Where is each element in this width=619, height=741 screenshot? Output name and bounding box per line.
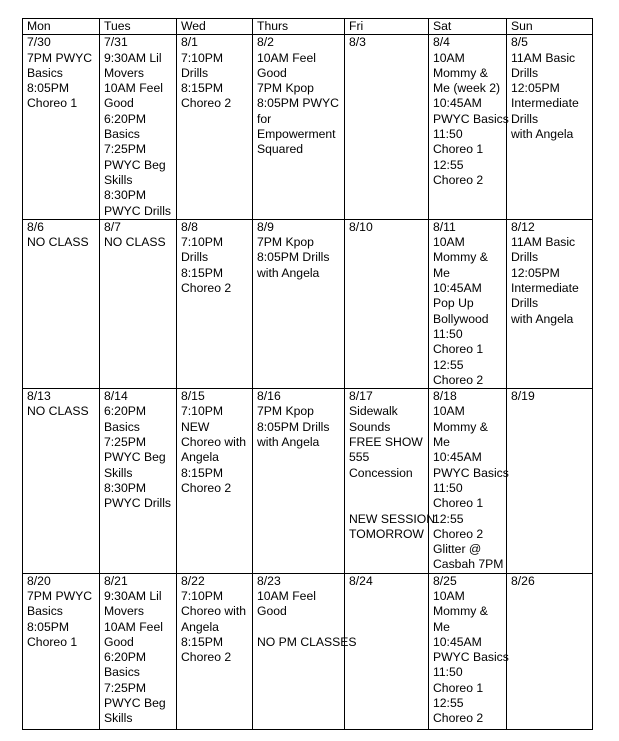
day-cell [177, 389, 253, 574]
class-entry-line: Drills [181, 250, 209, 265]
class-entry-line: Angela [181, 450, 219, 465]
day-cell [253, 35, 345, 220]
header-fri: Fri [345, 19, 429, 35]
class-entry-line: 10AM Feel [104, 81, 163, 96]
week-row [23, 573, 593, 729]
class-entry-line: 8:15PM [181, 634, 224, 649]
day-cell [253, 219, 345, 388]
class-entry-line: Me [433, 265, 450, 280]
day-cell [429, 389, 507, 574]
class-entry-line: 7PM PWYC [27, 588, 93, 603]
date-label: 8/24 [349, 573, 373, 588]
day-cell [253, 573, 357, 729]
class-entry-line: 12:55 [433, 157, 464, 172]
class-entry-line: Movers [104, 604, 144, 619]
day-cell [177, 35, 253, 220]
class-entry-line: 10AM [433, 50, 465, 65]
header-sun: Sun [507, 19, 593, 35]
class-entry-line: Mommy & [433, 604, 488, 619]
class-entry-line: 6:20PM [104, 650, 147, 665]
class-entry-line: 6:20PM [104, 111, 147, 126]
class-entry-line: 10AM [433, 235, 465, 250]
class-entry-line: Choreo 2 [181, 480, 232, 495]
day-cell [23, 35, 100, 220]
class-entry-line: Sidewalk [349, 404, 398, 419]
date-label: 8/3 [349, 35, 366, 50]
day-cell [345, 219, 429, 388]
day-cell [253, 389, 345, 574]
class-entry-line: Bollywood [433, 311, 489, 326]
class-entry-line: Choreo 1 [433, 680, 484, 695]
date-label: 8/23 [257, 573, 281, 588]
class-entry-line: Choreo 2 [433, 711, 484, 726]
class-entry-line: NO PM CLASSES [257, 634, 357, 649]
header-mon: Mon [23, 19, 100, 35]
class-entry-line: 12:55 [433, 357, 464, 372]
date-label: 8/12 [511, 219, 535, 234]
week-row [23, 389, 593, 574]
class-entry-line: 8:15PM [181, 81, 224, 96]
header-wed: Wed [177, 19, 253, 35]
class-entry-line: Intermediate [511, 96, 579, 111]
class-entry-line: for [257, 111, 272, 126]
day-cell [23, 219, 100, 388]
class-entry-line: 12:55 [433, 511, 464, 526]
class-entry-line: Choreo with [181, 604, 247, 619]
class-entry-line: 7PM Kpop [257, 235, 314, 250]
class-entry-line: 10:45AM [433, 281, 482, 296]
class-entry-line: 7:25PM [104, 435, 147, 450]
class-entry-line: Angela [181, 619, 219, 634]
class-entry-line: 7:10PM [181, 588, 224, 603]
class-entry-line: Drills [511, 296, 539, 311]
class-entry-line: 10:45AM [433, 96, 482, 111]
week-row [23, 219, 593, 388]
date-label: 8/6 [27, 219, 44, 234]
class-entry-line: PWYC Basics [433, 465, 509, 480]
day-cell [429, 219, 507, 388]
date-label: 8/11 [433, 219, 456, 234]
class-entry-line: Empowerment [257, 127, 336, 142]
class-entry-line: PWYC Drills [104, 496, 172, 511]
day-cell [345, 389, 436, 574]
class-entry-line: Choreo 1 [433, 342, 484, 357]
date-label: 8/9 [257, 219, 274, 234]
class-entry-line: 11:50 [433, 665, 463, 680]
class-entry-line: Drills [511, 250, 539, 265]
class-entry-line: 8:05PM PWYC [257, 96, 339, 111]
date-label: 8/17 [349, 389, 373, 404]
day-cell [23, 573, 100, 729]
date-label: 8/13 [27, 389, 51, 404]
class-entry-line: 11:50 [433, 127, 463, 142]
class-entry-line: Skills [104, 172, 133, 187]
class-entry-line: 8:30PM [104, 188, 147, 203]
day-cell [345, 573, 429, 729]
class-entry-line: 11:50 [433, 326, 463, 341]
class-entry-line: PWYC Basics [433, 111, 509, 126]
date-label: 8/22 [181, 573, 205, 588]
class-entry-line: 7:10PM [181, 50, 224, 65]
class-entry-line: 11:50 [433, 480, 463, 495]
class-entry-line: Drills [511, 111, 539, 126]
class-entry-line: 12:05PM [511, 81, 560, 96]
class-entry-line: 7PM Kpop [257, 404, 314, 419]
class-entry-line: Good [257, 604, 287, 619]
class-entry-line: Choreo 2 [433, 526, 484, 541]
class-entry-line: NO CLASS [27, 404, 89, 419]
class-entry-line: NEW [181, 419, 210, 434]
date-label: 8/18 [433, 389, 457, 404]
header-thurs: Thurs [253, 19, 345, 35]
class-entry-line: Mommy & [433, 419, 488, 434]
class-entry-line: 7PM PWYC [27, 50, 93, 65]
class-entry-line: Choreo 1 [27, 96, 78, 111]
date-label: 8/20 [27, 573, 51, 588]
class-entry-line: Choreo 2 [433, 172, 484, 187]
class-entry-line: Sounds [349, 419, 391, 434]
class-entry-line: Skills [104, 711, 133, 726]
class-entry-line: 8:05PM [27, 619, 70, 634]
class-entry-line [349, 496, 424, 511]
day-cell [507, 219, 593, 388]
class-entry-line: 12:55 [433, 696, 464, 711]
class-entry-line: PWYC Drills [104, 203, 172, 218]
class-entry-line: Mommy & [433, 65, 488, 80]
class-entry-line: 10AM [433, 588, 465, 603]
class-entry-line: with Angela [511, 127, 574, 142]
day-cell [100, 389, 177, 574]
day-cell [507, 573, 593, 729]
class-entry-line: Basics [104, 665, 140, 680]
class-entry-line: with Angela [257, 265, 320, 280]
date-label: 7/31 [104, 35, 128, 50]
date-label: 8/15 [181, 389, 205, 404]
class-entry-line: 7:10PM [181, 235, 224, 250]
date-label: 8/4 [433, 35, 450, 50]
date-label: 7/30 [27, 35, 51, 50]
class-entry-line: Glitter @ [433, 542, 482, 557]
class-entry-line: Intermediate [511, 281, 579, 296]
class-entry-line: 555 [349, 450, 370, 465]
class-entry-line: 12:05PM [511, 265, 560, 280]
date-label: 8/10 [349, 219, 373, 234]
class-entry-line: PWYC Beg [104, 696, 166, 711]
day-cell [507, 35, 593, 220]
class-entry-line: Good [104, 634, 134, 649]
date-label: 8/5 [511, 35, 528, 50]
class-entry-line: 7:25PM [104, 680, 147, 695]
class-entry-line: PWYC Beg [104, 157, 166, 172]
class-entry-line: 10AM Feel [257, 588, 316, 603]
class-entry-line: 11AM Basic [511, 235, 576, 250]
class-entry-line: Me [433, 435, 450, 450]
class-entry-line: with Angela [257, 435, 320, 450]
class-entry-line: Drills [181, 65, 209, 80]
date-label: 8/8 [181, 219, 198, 234]
class-entry-line: 7PM Kpop [257, 81, 314, 96]
day-cell [177, 573, 253, 729]
header-row [23, 19, 593, 35]
class-entry-line: 8:05PM [27, 81, 70, 96]
class-entry-line: 8:30PM [104, 480, 147, 495]
class-entry-line: Drills [511, 65, 539, 80]
class-entry-line: PWYC Basics [433, 650, 509, 665]
class-entry-line: Basics [27, 604, 63, 619]
class-entry-line: Basics [104, 419, 140, 434]
class-entry-line: 8:05PM Drills [257, 250, 330, 265]
class-entry-line: Basics [27, 65, 63, 80]
class-entry-line: Me [433, 619, 450, 634]
class-entry-line: Choreo with [181, 435, 247, 450]
day-cell [507, 389, 593, 574]
class-entry-line: 8:05PM Drills [257, 419, 330, 434]
class-entry-line: Basics [104, 127, 140, 142]
class-entry-line: Squared [257, 142, 304, 157]
class-entry-line: NEW SESSION [349, 511, 436, 526]
class-entry-line: 7:10PM [181, 404, 224, 419]
class-entry-line: Choreo 1 [433, 496, 484, 511]
class-entry-line: NO CLASS [27, 235, 89, 250]
date-label: 8/16 [257, 389, 281, 404]
class-entry-line: 9:30AM Lil [104, 50, 162, 65]
class-entry-line: TOMORROW [349, 526, 424, 541]
date-label: 8/25 [433, 573, 457, 588]
class-entry-line: 10AM [433, 404, 465, 419]
date-label: 8/21 [104, 573, 128, 588]
class-entry-line: FREE SHOW [349, 435, 423, 450]
class-entry-line: PWYC Beg [104, 450, 166, 465]
class-entry-line [349, 481, 424, 496]
day-cell [429, 573, 507, 729]
class-entry-line: 9:30AM Lil [104, 588, 162, 603]
class-entry-line: Good [104, 96, 134, 111]
header-sat: Sat [429, 19, 507, 35]
class-entry-line: Me (week 2) [433, 81, 501, 96]
class-entry-line: 8:15PM [181, 265, 224, 280]
class-entry-line: Pop Up [433, 296, 474, 311]
day-cell [429, 35, 507, 220]
schedule-calendar-table [22, 18, 593, 730]
day-cell [100, 573, 177, 729]
day-cell [177, 219, 253, 388]
class-entry-line: Movers [104, 65, 144, 80]
class-entry-line: Choreo 2 [433, 372, 484, 387]
day-cell [100, 219, 177, 388]
date-label: 8/7 [104, 219, 121, 234]
class-entry-line: 11AM Basic [511, 50, 576, 65]
class-entry-line: Choreo 1 [433, 142, 484, 157]
date-label: 8/19 [511, 389, 535, 404]
day-cell [100, 35, 177, 220]
class-entry-line: Choreo 2 [181, 650, 232, 665]
class-entry-line: NO CLASS [104, 235, 166, 250]
date-label: 8/26 [511, 573, 535, 588]
class-entry-line: 10:45AM [433, 634, 482, 649]
date-label: 8/2 [257, 35, 274, 50]
class-entry-line [257, 620, 340, 635]
class-entry-line: Choreo 2 [181, 96, 232, 111]
class-entry-line: with Angela [511, 311, 574, 326]
class-entry-line: Choreo 1 [27, 634, 78, 649]
class-entry-line: 8:15PM [181, 465, 224, 480]
class-entry-line: 7:25PM [104, 142, 147, 157]
class-entry-line: 10AM Feel [257, 50, 316, 65]
date-label: 8/14 [104, 389, 128, 404]
class-entry-line: 10:45AM [433, 450, 482, 465]
day-cell [345, 35, 429, 220]
day-cell [23, 389, 100, 574]
class-entry-line: Casbah 7PM [433, 557, 504, 572]
header-tues: Tues [100, 19, 177, 35]
class-entry-line: 10AM Feel [104, 619, 163, 634]
class-entry-line: Mommy & [433, 250, 488, 265]
class-entry-line: Concession [349, 465, 413, 480]
class-entry-line: 6:20PM [104, 404, 147, 419]
class-entry-line: Skills [104, 465, 133, 480]
date-label: 8/1 [181, 35, 198, 50]
class-entry-line: Good [257, 65, 287, 80]
class-entry-line: Choreo 2 [181, 281, 232, 296]
week-row [23, 35, 593, 220]
